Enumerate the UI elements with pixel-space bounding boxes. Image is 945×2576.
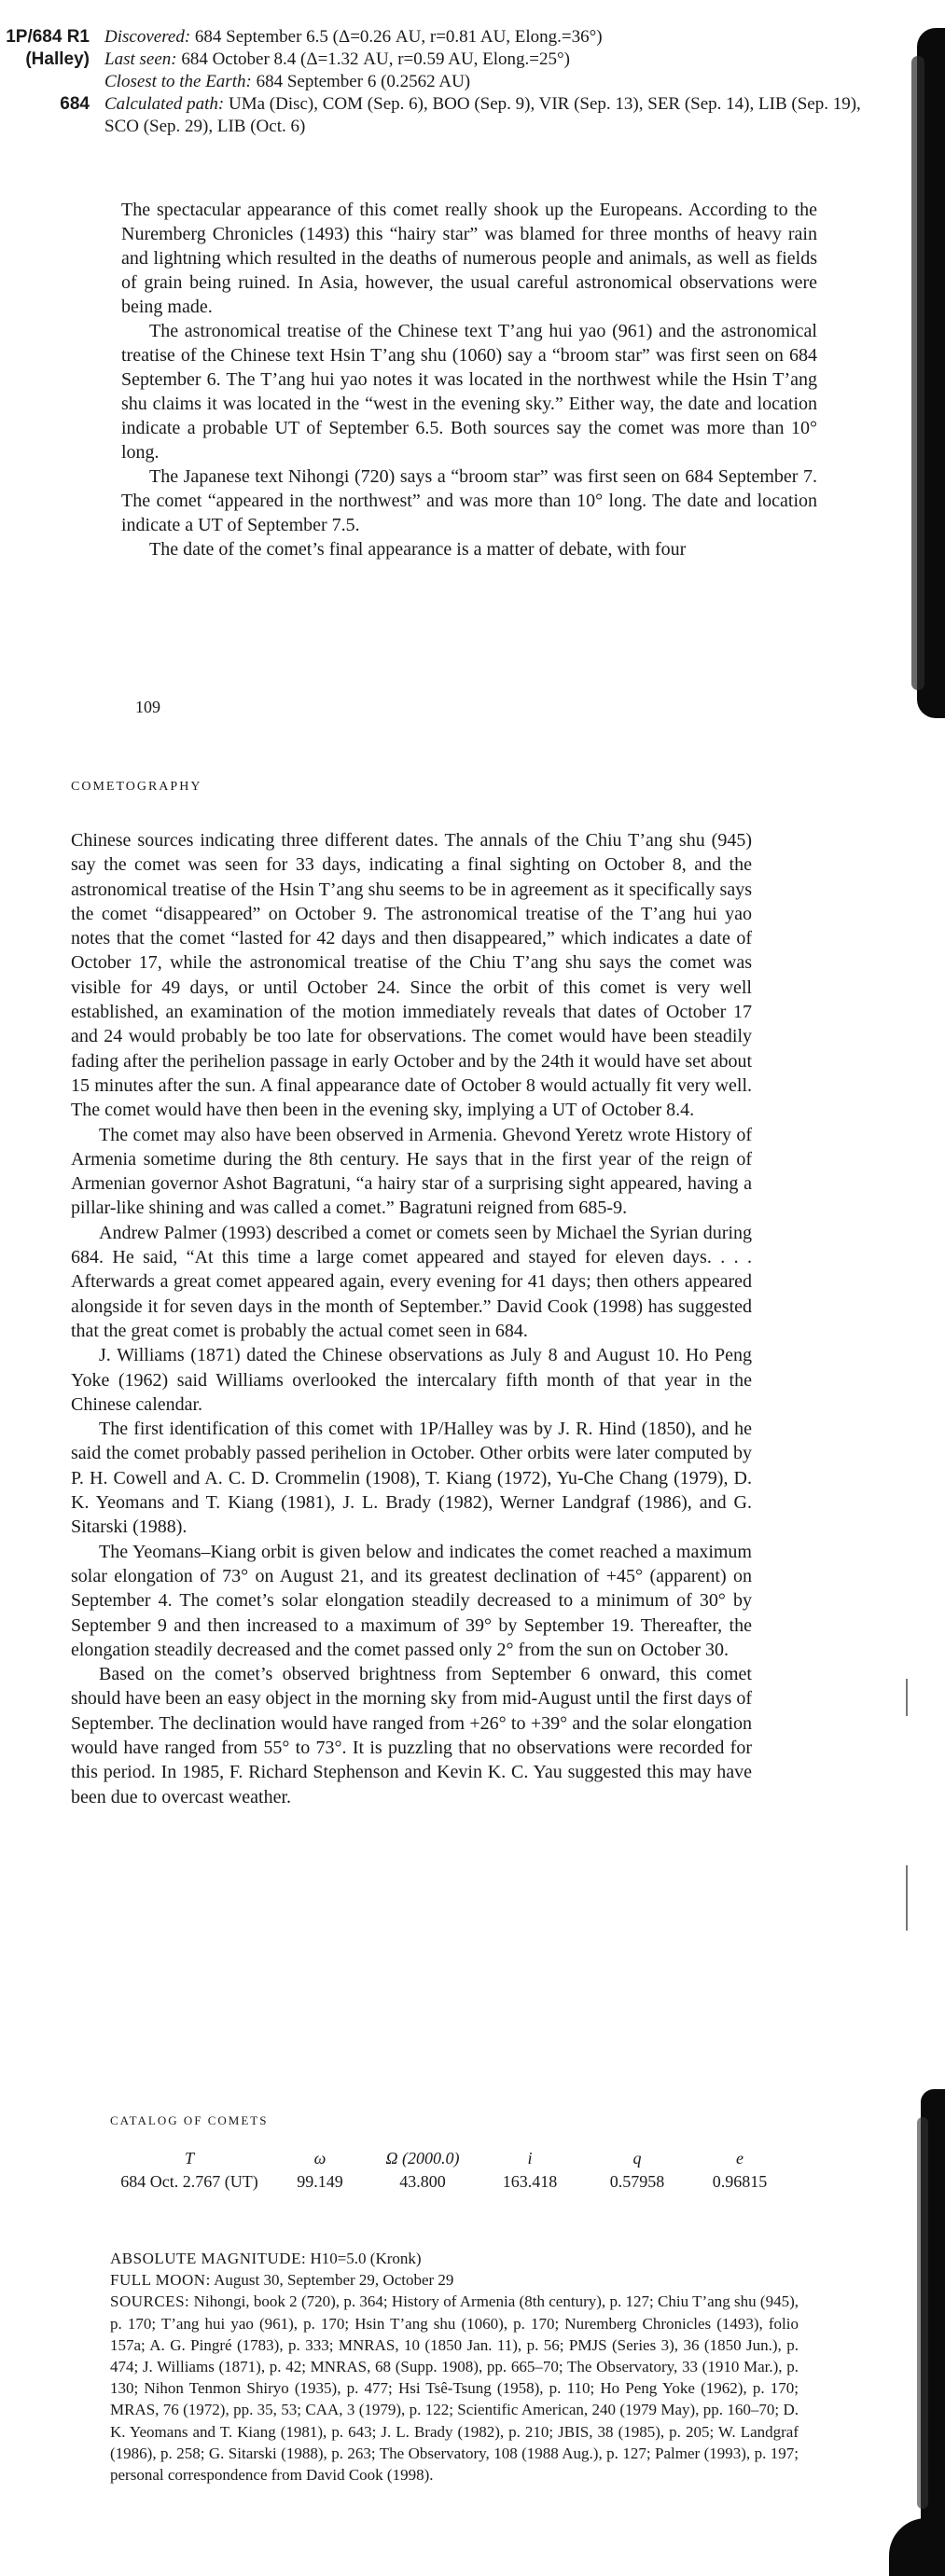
comet-designation: 1P/684 R1: [6, 27, 90, 47]
path-value: UMa (Disc), COM (Sep. 6), BOO (Sep. 9), VIR (Sep. 13), SER (Sep. 14), LIB (Sep. 19), SCO (Sep. 29), LIB (Oct. 6): [104, 94, 861, 136]
page-109: [0, 0, 945, 727]
paragraph: The comet may also have been observed in Armenia. Ghevond Yeretz wrote History of Armenia sometime during the 8th century. He says that in the first year of the reign of Armenian governor Ashot Bagratuni, “a hairy star of a surprising sight appeared, having a pillar-like shining and was called a comet.” Bagratuni reigned from 685-9.: [71, 1124, 752, 1219]
discovered-label: Discovered:: [104, 27, 191, 47]
orbital-elements-table: [110, 2147, 791, 2194]
comet-year: 684: [60, 94, 90, 114]
full-moon-label: FULL MOON:: [110, 2271, 211, 2290]
last-seen-label: Last seen:: [104, 49, 177, 69]
full-moon: [110, 2269, 799, 2291]
col-header: Ω (2000.0): [385, 2149, 460, 2167]
col-header: ω: [313, 2149, 327, 2167]
page1-body: [121, 198, 817, 561]
running-head: COMETOGRAPHY: [71, 780, 202, 794]
paragraph: The spectacular appearance of this comet really shook up the Europeans. According to the Nuremberg Chronicles (1493) this “hairy star” was blamed for three months of heavy rain and lightning which resulted in the deaths of numerous people and animals, as well as fields of grain being ruined. In Asia, however, the usual careful astronomical observations were being made.: [121, 200, 817, 317]
page2-body: [71, 828, 752, 1809]
page-number: 109: [135, 698, 160, 716]
abs-mag-label: ABSOLUTE MAGNITUDE:: [110, 2250, 307, 2267]
paragraph: The first identification of this comet with 1P/Halley was by J. R. Hind (1850), and he said the comet probably passed perihelion in October. Other orbits were later computed by P. H. Cowell and A. C. D. Crommelin (1908), T. Kiang (1972), Yu-Che Chang (1979), D. K. Yeomans and T. Kiang (1981), J. L. Brady (1982), Werner Landgraf (1986), and G. Sitarski (1988).: [71, 1419, 752, 1538]
sources-value: Nihongi, book 2 (720), p. 364; History of Armenia (8th century), p. 127; Chiu T’ang shu (945), p. 170; T’ang hui yao (961), p. 170; Hsin T’ang shu (1060), p. 170; Nuremberg Chronicles (1493), folio 157a; A. G. Pingré (1783), p. 333; MNRAS, 10 (1850 Jan. 11), p. 56; PMJS (Series 3), 36 (1850 Jun.), p. 474; J. Williams (1871), p. 42; MNRAS, 68 (Supp. 1908), pp. 665–70; The Observatory, 33 (1910 Mar.), p. 130; Nihon Tenmon Shiryo (1935), p. 477; Hsi Tsê-Tsung (1958), p. 110; Ho Peng Yoke (1962), p. 170; MRAS, 76 (1972), pp. 35, 53; CAA, 3 (1979), p. 122; Scientific American, 240 (1979 May), pp. 160–70; D. K. Yeomans and T. Kiang (1981), p. 643; J. L. Brady (1982), p. 210; JBIS, 38 (1985), p. 205; W. Landgraf (1986), p. 258; G. Sitarski (1988), p. 263; The Observatory, 108 (1988 Aug.), p. 127; Palmer (1993), p. 197; personal correspondence from David Cook (1998).: [110, 2292, 799, 2485]
comet-name: (Halley): [25, 49, 90, 69]
col-header: q: [632, 2149, 642, 2167]
cell: 99.149: [297, 2172, 343, 2191]
catalog-notes: [110, 2248, 799, 2486]
paragraph: The date of the comet’s final appearance is a matter of debate, with four: [149, 539, 687, 560]
paragraph: J. Williams (1871) dated the Chinese observations as July 8 and August 10. Ho Peng Yoke (1962) said Williams overlooked the intercalary fifth month of that year in the Chinese calendar.: [71, 1345, 752, 1415]
catalog-page: [0, 2089, 945, 2576]
last-seen-value: 684 October 8.4 (Δ=1.32 AU, r=0.59 AU, Elong.=25°): [181, 49, 570, 69]
table-row: [110, 2169, 791, 2194]
closest-value: 684 September 6 (0.2562 AU): [256, 72, 471, 91]
sources-label: SOURCES:: [110, 2292, 190, 2311]
paragraph: Chinese sources indicating three different dates. The annals of the Chiu T’ang shu (945) say the comet was seen for 33 days, indicating a final sighting on October 8, and the astronomical treatise of the Hsin T’ang shu seems to be in agreement as it specifically says the comet “disappeared” on October 9. The astronomical treatise of the T’ang hui yao notes that the comet “lasted for 42 days and then disappeared,” which indicates a date of October 17, while the astronomical treatise of the Chiu T’ang shu says the comet was visible for 49 days, or until October 24. Since the orbit of this comet is very well established, an examination of the motion immediately reveals that dates of October 17 and 24 would probably be too late for observations. The comet would have been steadily fading after the perihelion passage in early October and by the 24th it would have set about 15 minutes after the sun. A final appearance date of October 8 would actually fit very well. The comet would have then been in the evening sky, implying a UT of October 8.4.: [71, 830, 752, 1121]
closest-label: Closest to the Earth:: [104, 72, 252, 91]
page-110: [0, 746, 945, 2052]
cell: 43.800: [399, 2172, 446, 2191]
catalog-heading: CATALOG OF COMETS: [110, 2113, 269, 2127]
paragraph: Andrew Palmer (1993) described a comet or comets seen by Michael the Syrian during 684. He said, “At this time a large comet appeared and stayed for eleven days. . . . Afterwards a great comet appeared again, every evening for 41 days; then others appeared alongside it for seven days in the month of September.” David Cook (1998) has suggested that the great comet is probably the actual comet seen in 684.: [71, 1222, 752, 1341]
col-header: e: [736, 2149, 743, 2167]
paragraph: The Yeomans–Kiang orbit is given below and indicates the comet reached a maximum solar elongation of 73° on August 21, and its greatest declination of +45° (apparent) on September 4. The comet’s solar elongation steadily decreased to a minimum of 30° by September 9 and then increased to a maximum of 39° by September 19. Thereafter, the elongation steadily decreased and the comet passed only 2° from the sun on October 30.: [71, 1541, 752, 1660]
cell: 0.96815: [712, 2172, 768, 2191]
discovered-value: 684 September 6.5 (Δ=0.26 AU, r=0.81 AU, Elong.=36°): [194, 27, 603, 47]
absolute-magnitude: [110, 2248, 799, 2269]
cell: 0.57958: [609, 2172, 665, 2191]
sources: [110, 2291, 799, 2486]
col-header: T: [184, 2149, 194, 2167]
paragraph: Based on the comet’s observed brightness from September 6 onward, this comet should have been an easy object in the morning sky from mid-August until the first days of September. The declination would have ranged from +26° to +39° and the solar elongation would have ranged from 55° to 73°. It is puzzling that no observations were recorded for this period. In 1985, F. Richard Stephenson and Kevin K. C. Yau suggested this may have been due to overcast weather.: [71, 1664, 752, 1807]
full-moon-value: August 30, September 29, October 29: [214, 2271, 454, 2290]
table-header-row: [110, 2147, 791, 2169]
paragraph: The astronomical treatise of the Chinese text T’ang hui yao (961) and the astronomical treatise of the Chinese text Hsin T’ang shu (1060) say a “broom star” was first seen on 684 September 6. The T’ang hui yao notes it was located in the northwest while the Hsin T’ang shu claims it was located in the “west in the evening sky.” Either way, the date and location indicate a probable UT of September 6.5. Both sources say the comet was more than 10° long.: [121, 321, 817, 463]
paragraph: The Japanese text Nihongi (720) says a “broom star” was first seen on 684 September 7. The comet “appeared in the northwest” and was more than 10° long. The date and location indicate a UT of September 7.5.: [121, 466, 817, 535]
path-label: Calculated path:: [104, 94, 225, 114]
cell: 163.418: [502, 2172, 558, 2191]
col-header: i: [527, 2149, 533, 2167]
comet-header: [0, 26, 896, 138]
abs-mag-value: H10=5.0 (Kronk): [310, 2250, 422, 2267]
cell: 684 Oct. 2.767 (UT): [120, 2172, 258, 2191]
